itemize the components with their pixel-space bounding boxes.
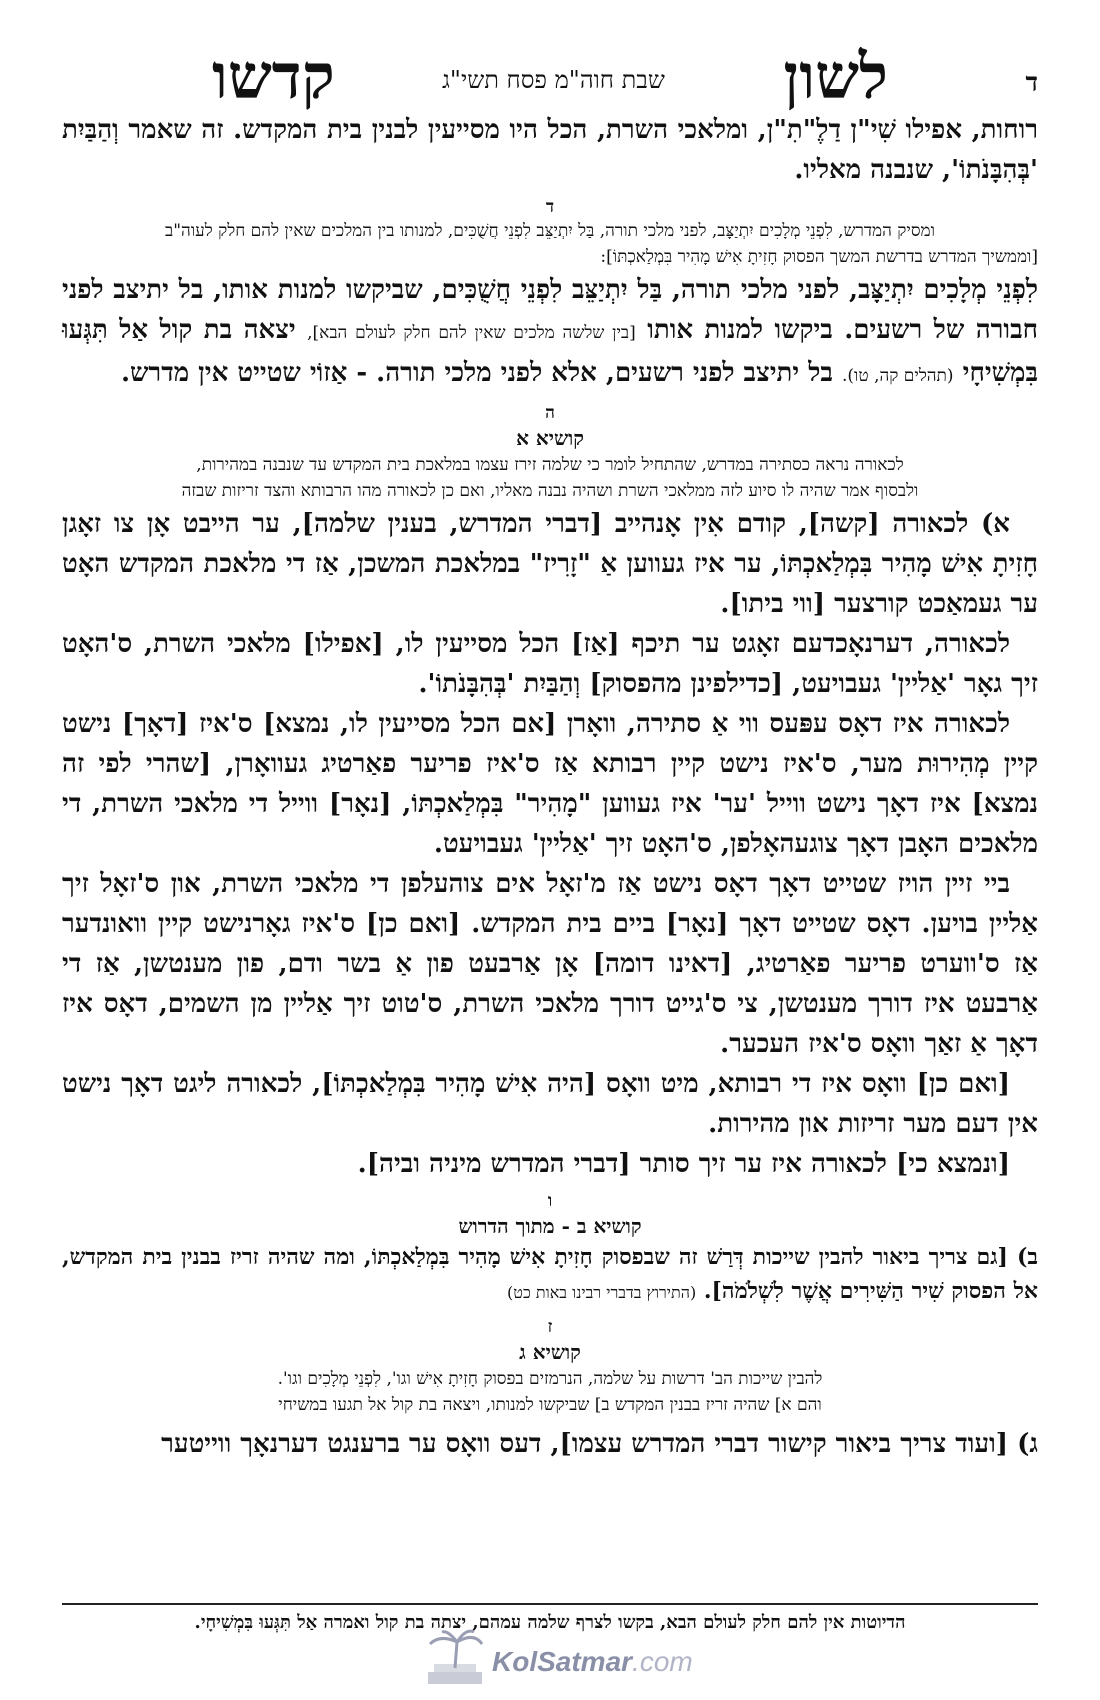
paragraph-house: ביי זיין הויז שטייט דאָך דאָס נישט אַז מ'זאָל אים צוהעלפן די מלאכי השרת, און ס'זאָל זיך אַליין בויען. דאָס שטייט דאָך [נאָר] ביים בית המקדש. [ואם כן] ס'איז גאָרנישט קיין וואונדער אַז ס'ווערט פריער פאַרטיג, [דאינו דומה] אָן אַרבעט פון אַ בשר ודם, פון מענטשן, אַז די אַרבעט איז דורך מענטשן, צי ס'גייט דורך מלאכי השרת, ס'טוט זיך אַליין מן השמים, דאָס איז דאָך אַ זאַך וואָס ס'איז העכער.: [62, 869, 1038, 1059]
question-1-note-a: לכאורה נראה כסתירה במדרש, שהתחיל לומר כי שלמה זירז עצמו במלאכת בית המקדש עד שנבנה במהירות,: [196, 455, 904, 475]
paragraph-novelty: [ואם כן] וואָס איז די רבותא, מיט וואָס [היה אִישׁ מָהִיר בִּמְלַאכְתּוֹ], לכאורה ליגט דאָך נישט אין דעם מער זריזות און מהירות.: [62, 1069, 1038, 1139]
palm-tree-icon: [420, 1628, 490, 1688]
section-marker-5: ה: [545, 403, 555, 423]
header-title-right: לשון: [783, 40, 888, 113]
paragraph-conclusion: [ונמצא כי] לכאורה איז ער זיך סותר [דברי המדרש מיניה וביה].: [357, 1149, 1010, 1179]
section-marker-4: ד: [545, 197, 555, 217]
kings-text-a: לִפְנֵי מְלָכִים יִתְיַצָּב, לפני מלכי תורה, בַּל יִתְיַצֵּב לִפְנֵי חֲשֻׁכִּים, שביקשו למנות אותו, בל יתיצב לפני חבורה של רשעים. ביקשו למנות אותו: [62, 275, 1038, 345]
paragraph-contradiction: לכאורה איז דאָס עפּעס ווי אַ סתירה, וואָרן [אם הכל מסייעין לו, נמצא] ס'איז [דאָך] נישט קיין מְהִירוּת מער, ס'איז נישט קיין רבותא אַז ס'איז פריער פאַרטיג געוואָרן, [שהרי לפי זה נמצא] איז דאָך נישט ווייל 'ער' איז געווען "מָהִיר" בִּמְלַאכְתּוֹ, [נאָר] ווייל די מלאכי השרת, די מלאכים האָבן דאָך צוגעהאָלפן, ס'האָט זיך 'אַליין' געבויעט.: [62, 709, 1038, 859]
kings-text-b: יצאה בת קול אַל תִּגְּעוּ בִּמְשִׁיחָי: [62, 315, 1038, 388]
page-header: [62, 30, 1038, 113]
question-3-note-a: להבין שייכות הב' דרשות על שלמה, הנרמזים בפסוק חָזִיתָ אִישׁ וגו', לִפְנֵי מְלָכִים וגו'.: [277, 1369, 823, 1389]
quote-summary-4: ומסיק המדרש, לִפְנֵי מְלָכִים יִתְיַצָּב, לפני מלכי תורה, בַּל יִתְיַצֵּב לִפְנֵי חֲשֻׁכִּים, למנותו בין המלכים שאין להם חלק לעוה"ב: [165, 221, 935, 241]
logo-wordmark: [492, 1646, 693, 1678]
kings-text-c: בל יתיצב לפני רשעים, אלא לפני מלכי תורה. - אַזוֹי שטייט אין מדרש.: [120, 358, 833, 388]
footer-divider: [62, 1603, 1038, 1605]
kolsatmar-logo: [420, 1628, 693, 1688]
kings-note: [בין שלשה מלכים שאין להם חלק לעולם הבא],: [307, 323, 636, 343]
header-title-left: קדשו: [212, 40, 335, 113]
kings-reference: (תהלים קה, טו).: [842, 366, 954, 386]
section-marker-7: ז: [547, 1317, 553, 1337]
paragraph-kings: [62, 270, 1038, 396]
paragraph-question-1: א) לכאורה [קשה], קודם אִין אָנהייב [דברי המדרש, בענין שלמה], ער הייבט אָן צו זאָגן חָזִיתָ אִישׁ מָהִיר בִּמְלַאכְתּוֹ, ער איז געווען אַ "זָרִיז" במלאכת המשכן, אַז די מלאכת המקדש האָט ער געמאַכט קורצער [ווי ביתו].: [62, 509, 1038, 619]
paragraph-intro: רוחות, אפילו שִׁי"ן דַלֶ"תִ"ן, ומלאכי השרת, הכל היו מסייעין לבנין בית המקדש. זה שאמר וְהַבַּיִת 'בְּהִבָּנֹתוֹ', שנבנה מאליו.: [62, 115, 1038, 185]
page-number: ד: [1025, 68, 1038, 98]
section-marker-6: ו: [547, 1191, 553, 1211]
logo-suffix-text: .com: [632, 1646, 693, 1677]
question-2-reference: (התירוץ בדברי רבינו באות כט): [507, 1283, 697, 1302]
header-subtitle: שבת חוה"מ פסח תשי"ג: [442, 66, 665, 94]
question-2-text: ב) [גם צריך ביאור להבין שייכות דְּרַשׁ זה שבפסוק חָזִיתָ אִישׁ מָהִיר בִּמְלַאכְתּוֹ, ומה שהיה זריז בבנין בית המקדש, אל הפסוק שִׁיר הַשִּׁירִים אֲשֶׁר לִשְׁלֹמֹה].: [62, 1244, 1038, 1304]
question-3-note-b: והם א] שהיה זריז בבנין המקדש ב] שביקשו למנותו, ויצאה בת קול אל תגעו במשיחי: [278, 1395, 822, 1415]
heading-question-1: קושיא א: [516, 426, 584, 450]
quote-continuation-4: [וממשיך המדרש בדרשת המשך הפסוק חָזִיתָ אִישׁ מָהִיר בִּמְלַאכְתּוֹ]:: [600, 247, 1038, 267]
paragraph-assistance: לכאורה, דערנאָכדעם זאָגט ער תיכף [אַז] הכל מסייעין לו, [אפילו] מלאכי השרת, ס'האָט זיך גאָר 'אַליין' געבויעט, [כדילפינן מהפסוק] וְהַבַּיִת 'בְּהִבָּנֹתוֹ'.: [62, 629, 1038, 699]
heading-question-2: קושיא ב - מתוך הדרוש: [458, 1214, 642, 1238]
heading-question-3: קושיא ג: [519, 1340, 581, 1364]
paragraph-question-3: ג) [ועוד צריך ביאור קישור דברי המדרש עצמו], דעס וואָס ער ברענגט דערנאָך ווייטער: [161, 1429, 1038, 1459]
logo-main-text: KolSatmar: [492, 1646, 633, 1677]
paragraph-question-2: [62, 1240, 1038, 1310]
footer-text: הדיוטות אין להם חלק לעולם הבא, בקשו לצרף שלמה עמהם, יצתה בת קול ואמרה אַל תִּגְּעוּ בִּמְשִׁיחָי.: [194, 1612, 906, 1633]
page: [62, 30, 1038, 1464]
question-1-note-b: ולבסוף אמר שהיה לו סיוע לזה ממלאכי השרת ושהיה נבנה מאליו, ואם כן לכאורה מהו הרבותא והצד זריזות שבזה: [181, 481, 919, 501]
